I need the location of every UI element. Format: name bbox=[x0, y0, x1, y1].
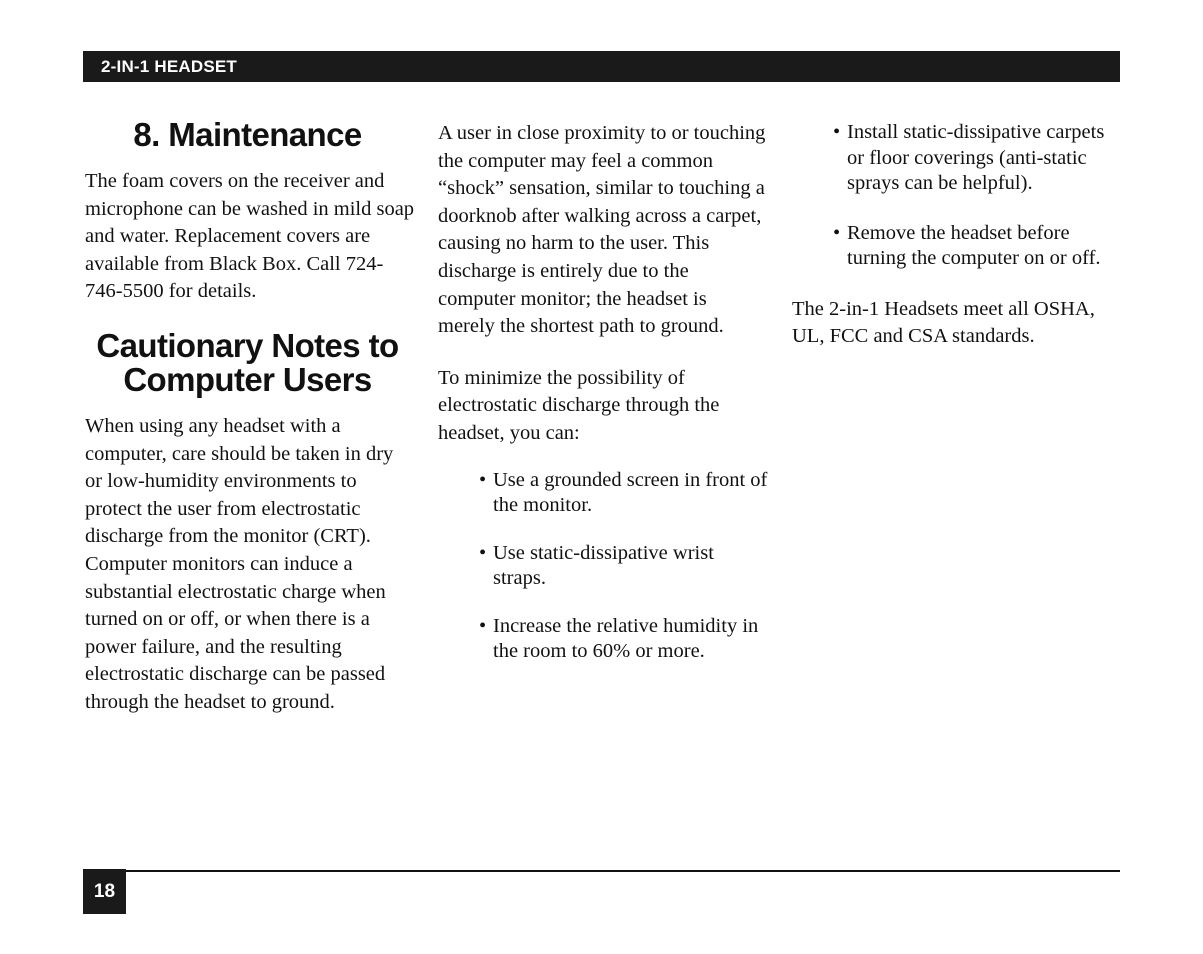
running-header bbox=[83, 51, 1120, 82]
precaution-list-continued bbox=[833, 120, 1122, 272]
bullet-marker: • bbox=[833, 221, 841, 244]
cautionary-paragraph-2: A user in close proximity to or touching the computer may feel a common “shock” sensation, similar to touching a doorknob after walking across a carpet, causing no harm to the user. This discharge is entirely due to the computer monitor; the headset is merely the shortest path to ground. bbox=[438, 122, 766, 338]
bullet-marker: • bbox=[833, 121, 841, 143]
list-item bbox=[479, 541, 768, 592]
list-item bbox=[479, 468, 768, 519]
list-item bbox=[479, 614, 768, 665]
maintenance-paragraph: The foam covers on the receiver and microphone can be washed in mild soap and water. Replacement covers are available from Black Box. Call 724-746-5500 for details. bbox=[85, 170, 415, 303]
page-number-box bbox=[83, 869, 126, 914]
footer-divider bbox=[83, 870, 1120, 872]
list-item-text: Increase the relative humidity in the room to 60% or more. bbox=[493, 614, 759, 663]
bullet-marker: • bbox=[479, 468, 487, 491]
precaution-list bbox=[479, 468, 768, 665]
column-middle bbox=[438, 120, 768, 687]
column-right bbox=[792, 120, 1122, 351]
header-title: 2-IN-1 HEADSET bbox=[101, 57, 237, 76]
standards-paragraph: The 2-in-1 Headsets meet all OSHA, UL, FCC and CSA standards. bbox=[792, 297, 1095, 348]
maintenance-heading: 8. Maintenance bbox=[133, 116, 362, 153]
cautionary-heading bbox=[85, 326, 410, 398]
page-number: 18 bbox=[93, 881, 116, 902]
cautionary-heading-line1: Cautionary Notes to bbox=[96, 326, 399, 364]
list-item-text: Install static-dissipative carpets or floor coverings (anti-static sprays can be helpful). bbox=[847, 121, 1105, 194]
column-left bbox=[85, 118, 415, 717]
cautionary-paragraph-3: To minimize the possibility of electrostatic discharge through the headset, you can: bbox=[438, 366, 720, 444]
bullet-marker: • bbox=[479, 541, 487, 564]
cautionary-heading-line2: Computer Users bbox=[123, 360, 372, 398]
list-item bbox=[833, 221, 1122, 272]
cautionary-paragraph-1: When using any headset with a computer, care should be taken in dry or low-humidity environments to protect the user from electrostatic discharge from the monitor (CRT). Computer monitors can induce a substantial electrostatic charge when turned on or off, or when there is a power failure, and the resulting electrostatic discharge can be passed through the headset to ground. bbox=[85, 414, 394, 713]
list-item-text: Remove the headset before turning the computer on or off. bbox=[847, 221, 1101, 269]
list-item-text: Use a grounded screen in front of the monitor. bbox=[493, 468, 768, 517]
list-item bbox=[833, 120, 1122, 197]
list-item-text: Use static-dissipative wrist straps. bbox=[493, 541, 714, 590]
bullet-marker: • bbox=[479, 614, 487, 637]
